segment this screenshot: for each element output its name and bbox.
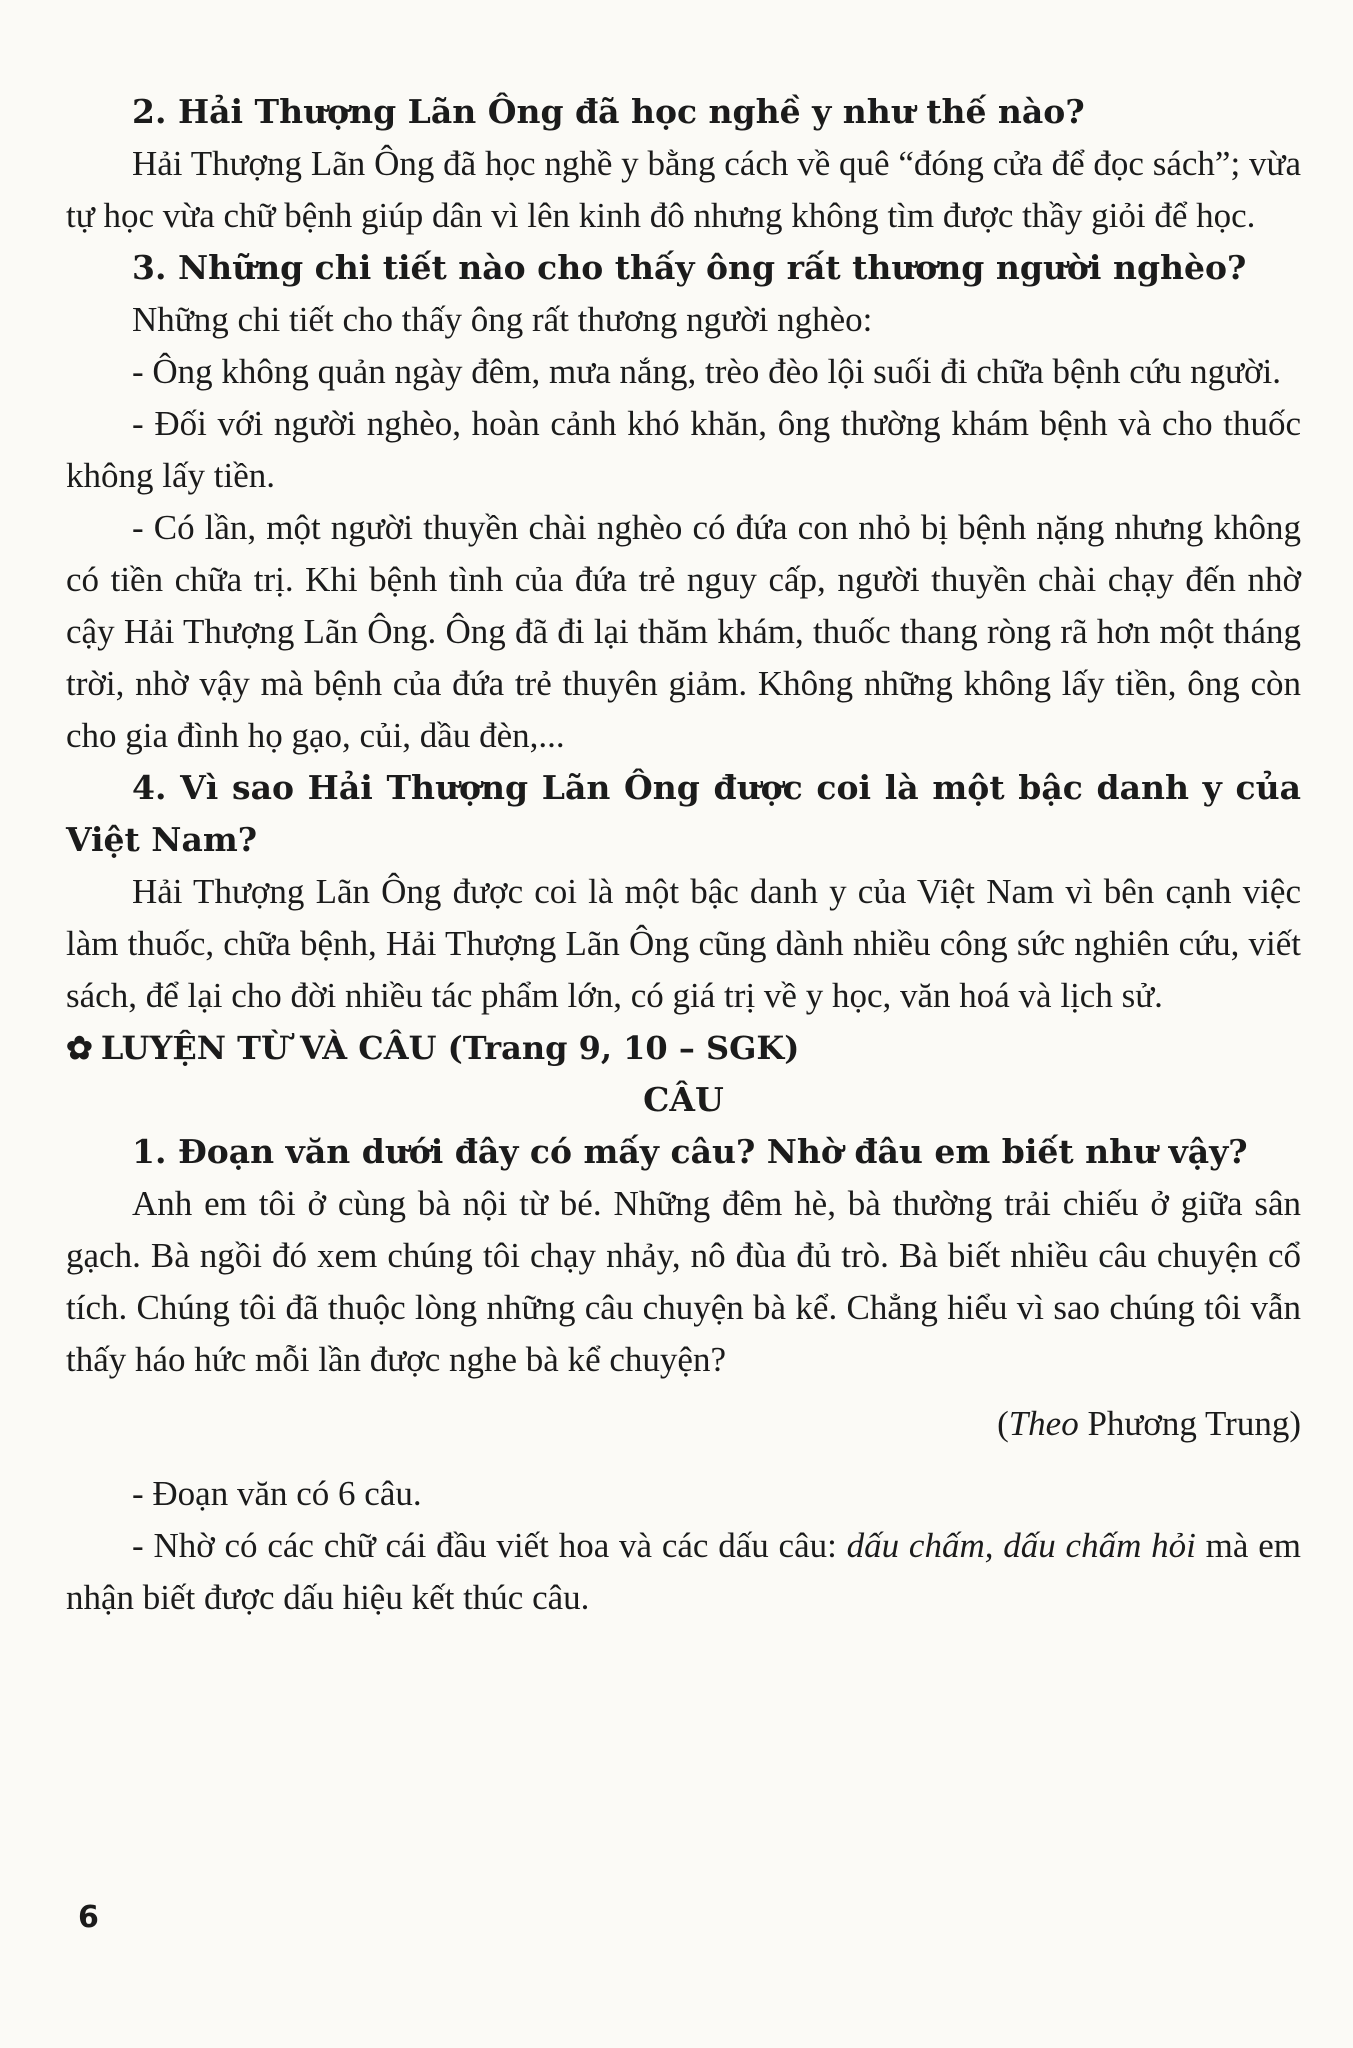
- answer-2-start: - Nhờ có các chữ cái đầu viết hoa và các dấu câu:: [132, 1526, 847, 1565]
- source-open-paren: (: [997, 1404, 1009, 1443]
- question-2-answer: Hải Thượng Lãn Ông đã học nghề y bằng cách về quê “đóng cửa để đọc sách”; vừa tự học vừa chữ bệnh giúp dân vì lên kinh đô nhưng không tìm được thầy giỏi để học.: [66, 144, 1301, 235]
- question-3-item-3: - Có lần, một người thuyền chài nghèo có đứa con nhỏ bị bệnh nặng nhưng không có tiền chữa trị. Khi bệnh tình của đứa trẻ nguy cấp, người thuyền chài chạy đến nhờ cậy Hải Thượng Lãn Ông. Ông đã đi lại thăm khám, thuốc thang ròng rã hơn một tháng trời, nhờ vậy mà bệnh của đứa trẻ thuyên giảm. Không những không lấy tiền, ông còn cho gia đình họ gạo, củi, dầu đèn,...: [66, 508, 1301, 755]
- question-4-answer: Hải Thượng Lãn Ông được coi là một bậc danh y của Việt Nam vì bên cạnh việc làm thuốc, chữa bệnh, Hải Thượng Lãn Ông cũng dành nhiều công sức nghiên cứu, viết sách, để lại cho đời nhiều tác phẩm lớn, có giá trị về y học, văn hoá và lịch sử.: [66, 872, 1301, 1015]
- page-number: 6: [78, 1900, 99, 1935]
- passage-source: [66, 1398, 1301, 1450]
- flower-icon: ✿: [66, 1029, 93, 1067]
- source-author: Phương Trung): [1078, 1404, 1301, 1443]
- section-heading: [66, 1022, 1301, 1074]
- exercise-1-title: 1. Đoạn văn dưới đây có mấy câu? Nhờ đâu em biết như vậy?: [132, 1132, 1248, 1171]
- section-title: LUYỆN TỪ VÀ CÂU (Trang 9, 10 – SGK): [100, 1029, 800, 1067]
- question-3-intro: Những chi tiết cho thấy ông rất thương người nghèo:: [132, 300, 873, 339]
- answer-2-end: mà em nhận biết được dấu hiệu kết thúc câu.: [66, 1526, 1301, 1617]
- answer-2-italic: dấu chấm, dấu chấm hỏi: [846, 1526, 1196, 1565]
- question-3-item-2: - Đối với người nghèo, hoàn cảnh khó khăn, ông thường khám bệnh và cho thuốc không lấy tiền.: [66, 404, 1301, 495]
- question-3-title: 3. Những chi tiết nào cho thấy ông rất thương người nghèo?: [132, 248, 1247, 287]
- question-4-title: 4. Vì sao Hải Thượng Lãn Ông được coi là một bậc danh y của Việt Nam?: [66, 768, 1301, 859]
- page-content: [66, 86, 1301, 1624]
- section-subtitle: CÂU: [643, 1080, 724, 1119]
- question-3-item-1: - Ông không quản ngày đêm, mưa nắng, trèo đèo lội suối đi chữa bệnh cứu người.: [132, 352, 1282, 391]
- source-theo: Theo: [1008, 1404, 1079, 1443]
- exercise-1-answer-1: - Đoạn văn có 6 câu.: [132, 1474, 422, 1513]
- exercise-1-answer-2: [66, 1520, 1301, 1624]
- question-2-title: 2. Hải Thượng Lãn Ông đã học nghề y như thế nào?: [132, 92, 1085, 131]
- exercise-1-passage: Anh em tôi ở cùng bà nội từ bé. Những đêm hè, bà thường trải chiếu ở giữa sân gạch. Bà ngồi đó xem chúng tôi chạy nhảy, nô đùa đủ trò. Bà biết nhiều câu chuyện cổ tích. Chúng tôi đã thuộc lòng những câu chuyện bà kể. Chẳng hiểu vì sao chúng tôi vẫn thấy háo hức mỗi lần được nghe bà kể chuyện?: [66, 1184, 1301, 1379]
